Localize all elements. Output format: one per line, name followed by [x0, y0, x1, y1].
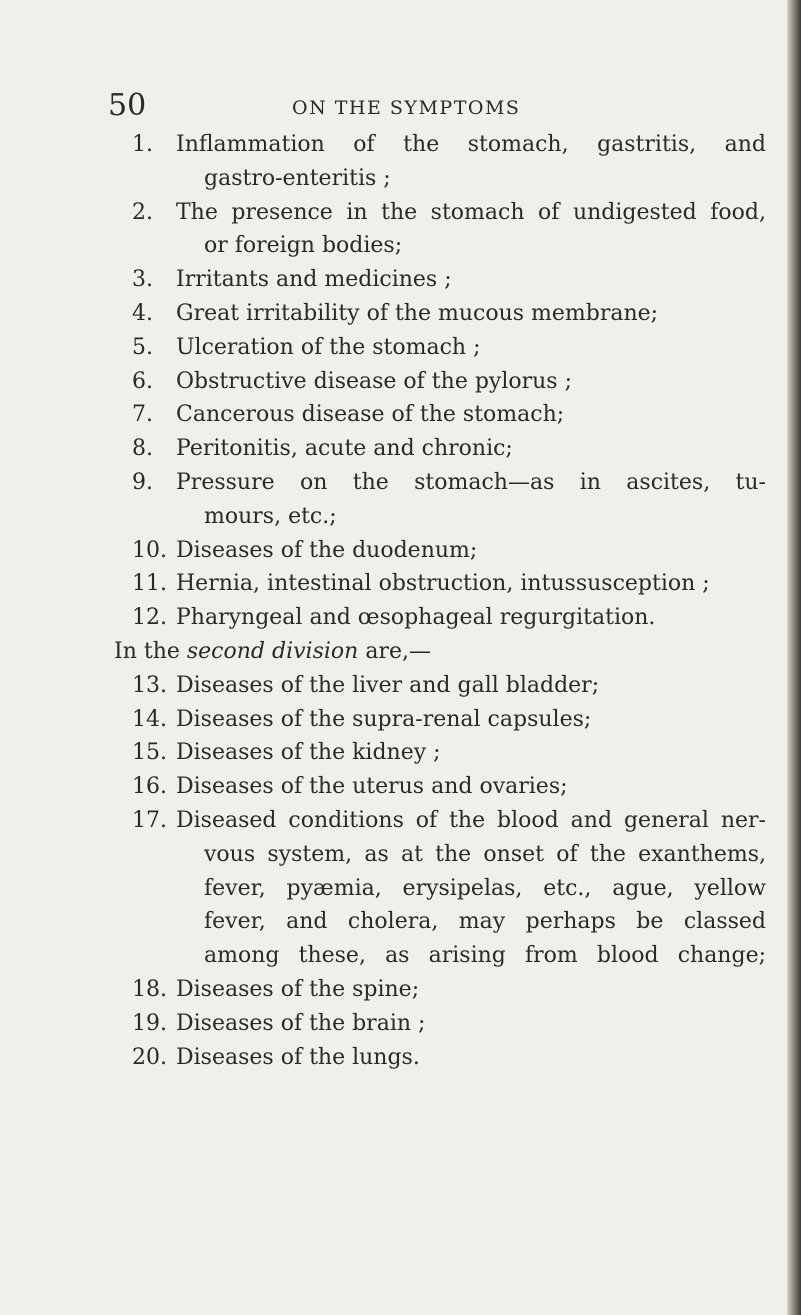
- item-number: 15.: [132, 740, 167, 766]
- item-text: Pressure on the stomach—as in ascites, tu-: [176, 469, 766, 495]
- list-item: [0, 128, 801, 162]
- list-item: [0, 365, 801, 399]
- paragraph-line: [0, 635, 801, 669]
- item-text: Obstructive disease of the pylorus ;: [176, 368, 572, 394]
- item-number: 13.: [132, 672, 167, 698]
- item-text: Diseases of the spine;: [176, 976, 420, 1002]
- list-item: [0, 804, 801, 838]
- item-number: 18.: [132, 976, 167, 1002]
- list-item-continuation: [0, 939, 801, 973]
- list-item-continuation: [0, 500, 801, 534]
- list-item-continuation: [0, 905, 801, 939]
- item-text: Diseases of the liver and gall bladder;: [176, 672, 600, 698]
- item-text: vous system, as at the onset of the exanthems,: [204, 841, 766, 867]
- item-text: Diseases of the uterus and ovaries;: [176, 774, 568, 800]
- list-item: [0, 736, 801, 770]
- list-item: [0, 770, 801, 804]
- item-text: fever, and cholera, may perhaps be classed: [204, 909, 766, 935]
- item-text: Hernia, intestinal obstruction, intussusception ;: [176, 571, 710, 597]
- paragraph-text: [114, 635, 431, 669]
- item-text: mours, etc.;: [204, 503, 337, 529]
- list-item: [0, 432, 801, 466]
- item-number: 8.: [132, 436, 153, 462]
- item-text: Diseases of the brain ;: [176, 1010, 426, 1036]
- item-text: gastro-enteritis ;: [204, 165, 391, 191]
- item-text: or foreign bodies;: [204, 233, 403, 259]
- page-number: 50: [108, 88, 147, 123]
- list-item: [0, 1007, 801, 1041]
- item-text: Diseases of the duodenum;: [176, 537, 478, 563]
- list-item: [0, 466, 801, 500]
- item-number: 10.: [132, 537, 167, 563]
- item-text: Diseased conditions of the blood and general ner-: [176, 807, 766, 833]
- item-number: 6.: [132, 368, 153, 394]
- item-text: Ulceration of the stomach ;: [176, 334, 481, 360]
- item-text: Diseases of the supra-renal capsules;: [176, 706, 592, 732]
- item-text: Peritonitis, acute and chronic;: [176, 436, 513, 462]
- item-number: 12.: [132, 605, 167, 631]
- item-number: 20.: [132, 1044, 167, 1070]
- list-item-continuation: [0, 872, 801, 906]
- item-text: Diseases of the lungs.: [176, 1044, 420, 1070]
- item-number: 1.: [132, 132, 153, 157]
- item-number: 14.: [132, 706, 167, 732]
- item-number: 3.: [132, 267, 153, 293]
- list-item: [0, 263, 801, 297]
- item-number: 19.: [132, 1010, 167, 1036]
- page-header: [0, 88, 801, 124]
- item-text: fever, pyæmia, erysipelas, etc., ague, yellow: [204, 875, 766, 901]
- list-item: [0, 1041, 801, 1075]
- list-item: [0, 297, 801, 331]
- item-text: Inflammation of the stomach, gastritis, and: [176, 132, 766, 157]
- list-item-continuation: [0, 838, 801, 872]
- list-item: [0, 703, 801, 737]
- item-text: Diseases of the kidney ;: [176, 740, 441, 766]
- item-text: Pharyngeal and œsophageal regurgitation.: [176, 605, 656, 631]
- item-number: 17.: [132, 807, 167, 833]
- item-number: 4.: [132, 300, 153, 326]
- paragraph-emphasis: second division: [186, 638, 359, 664]
- list-item: [0, 534, 801, 568]
- item-text: Cancerous disease of the stomach;: [176, 402, 565, 428]
- list-item-continuation: [0, 229, 801, 263]
- list-item-continuation: [0, 162, 801, 196]
- item-number: 9.: [132, 469, 153, 495]
- item-number: 16.: [132, 774, 167, 800]
- paragraph-text-before: In the: [114, 638, 187, 664]
- list-item: [0, 567, 801, 601]
- item-text: The presence in the stomach of undigested food,: [176, 199, 766, 225]
- list-item: [0, 601, 801, 635]
- item-text: Irritants and medicines ;: [176, 267, 452, 293]
- list-item: [0, 331, 801, 365]
- item-number: 11.: [132, 571, 167, 597]
- list-item: [0, 669, 801, 703]
- running-head: ON THE SYMPTOMS: [292, 97, 521, 119]
- list-item: [0, 973, 801, 1007]
- list-item: [0, 398, 801, 432]
- item-number: 7.: [132, 402, 153, 428]
- item-text: Great irritability of the mucous membrane;: [176, 300, 659, 326]
- paragraph-text-after: are,—: [358, 638, 431, 664]
- item-text: among these, as arising from blood change;: [204, 943, 766, 969]
- list-item: [0, 196, 801, 230]
- page-body: [0, 128, 801, 1074]
- item-number: 2.: [132, 199, 153, 225]
- item-number: 5.: [132, 334, 153, 360]
